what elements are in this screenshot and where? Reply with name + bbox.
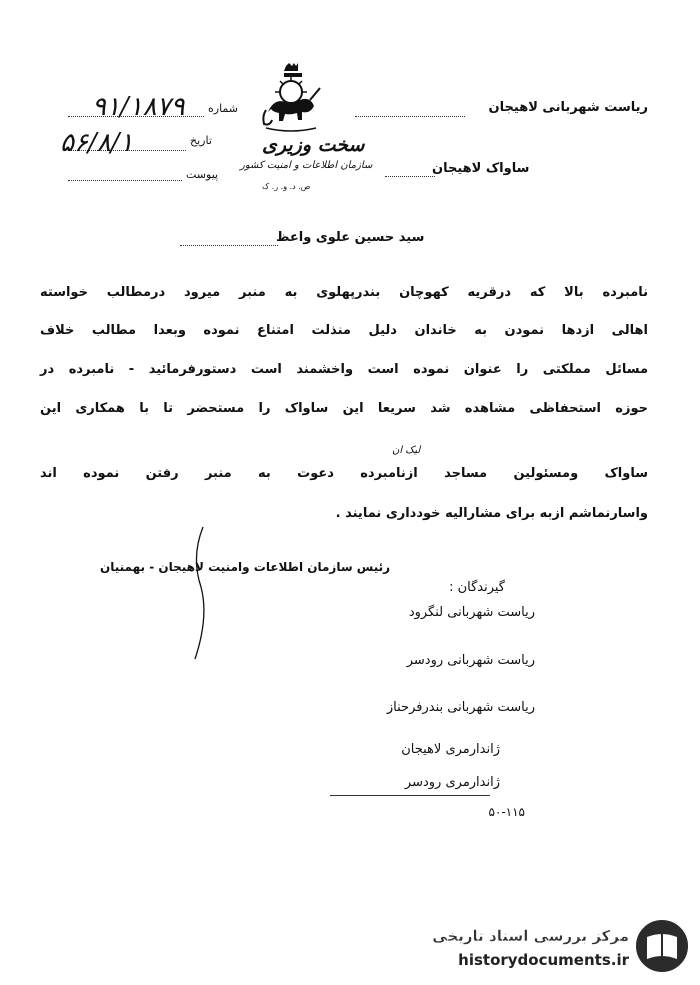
inserted-word: لیک ان (392, 445, 421, 456)
body-line-5: ساواک ومسئولین مساجد ازنامبرده دعوت به منبر رفتن نموده اند (40, 466, 648, 481)
org-small-code: ص. د. و. ر. ک (262, 182, 311, 191)
addressee-to-dots (355, 116, 465, 117)
attachment-dots (68, 180, 182, 181)
cc-item-2: ریاست شهربانی رودسر (406, 653, 535, 668)
cc-item-5: ژاندارمری رودسر (404, 775, 500, 790)
lion-and-sun-emblem-icon (258, 62, 324, 134)
addressee-re: ساواک لاهیجان (432, 161, 530, 176)
signature-line: رئیس سازمان اطلاعات وامنیت لاهیجان - بهمنیان (100, 560, 391, 574)
number-label: شماره (208, 102, 239, 115)
watermark-url: historydocuments.ir (458, 951, 629, 969)
body-line-6: واسارنماشم ازبه برای مشارالیه خودداری نمایند . (335, 506, 648, 521)
date-value: ۵۶/۸/۱ (60, 128, 134, 158)
book-logo-icon (633, 917, 691, 975)
attachment-label: پیوست (186, 168, 219, 181)
cc-item-4: ژاندارمری لاهیجان (401, 742, 500, 757)
watermark-title: مرکز بررسی اسناد تاریخی (432, 927, 629, 945)
watermark (415, 915, 695, 977)
addressee-to: ریاست شهربانی لاهیجان (488, 100, 648, 115)
date-label: تاریخ (190, 134, 212, 147)
subject-line: سید حسین علوی واعظ (276, 230, 425, 245)
cc-code: ۵۰-۱۱۵ (488, 805, 525, 819)
cc-item-3: ریاست شهربانی بندرفرحناز (386, 700, 535, 715)
cc-item-1: ریاست شهربانی لنگرود (408, 605, 535, 620)
body-line-1: نامبرده بالا که درقریه کهوچان بندرپهلوی به منبر میرود درمطالب خواسته (40, 285, 648, 300)
cc-heading: گیرندگان : (449, 580, 505, 595)
body-line-2: اهالی ازدها نمودن به خاندان دلیل منذلت امتناع نموده وبعدا مطالب خلاف (40, 323, 648, 338)
org-subtitle: سازمان اطلاعات و امنیت کشور (240, 160, 373, 171)
org-name: سخت وزیری (262, 134, 365, 156)
body-line-3: مسائل مملکتی را عنوان نموده است واخشمند است دستورفرمائید - نامبرده در (40, 362, 648, 377)
number-value: ۹۱/۱۸۷۹ (92, 92, 185, 122)
cc-code-dots (330, 795, 490, 796)
subject-dots (180, 245, 278, 246)
addressee-re-dots (385, 176, 435, 177)
body-line-4: حوزه استحفاظی مشاهده شد سریعا این ساواک را مستحضر تا با همکاری این (40, 401, 648, 416)
signature-scribble (185, 525, 225, 665)
